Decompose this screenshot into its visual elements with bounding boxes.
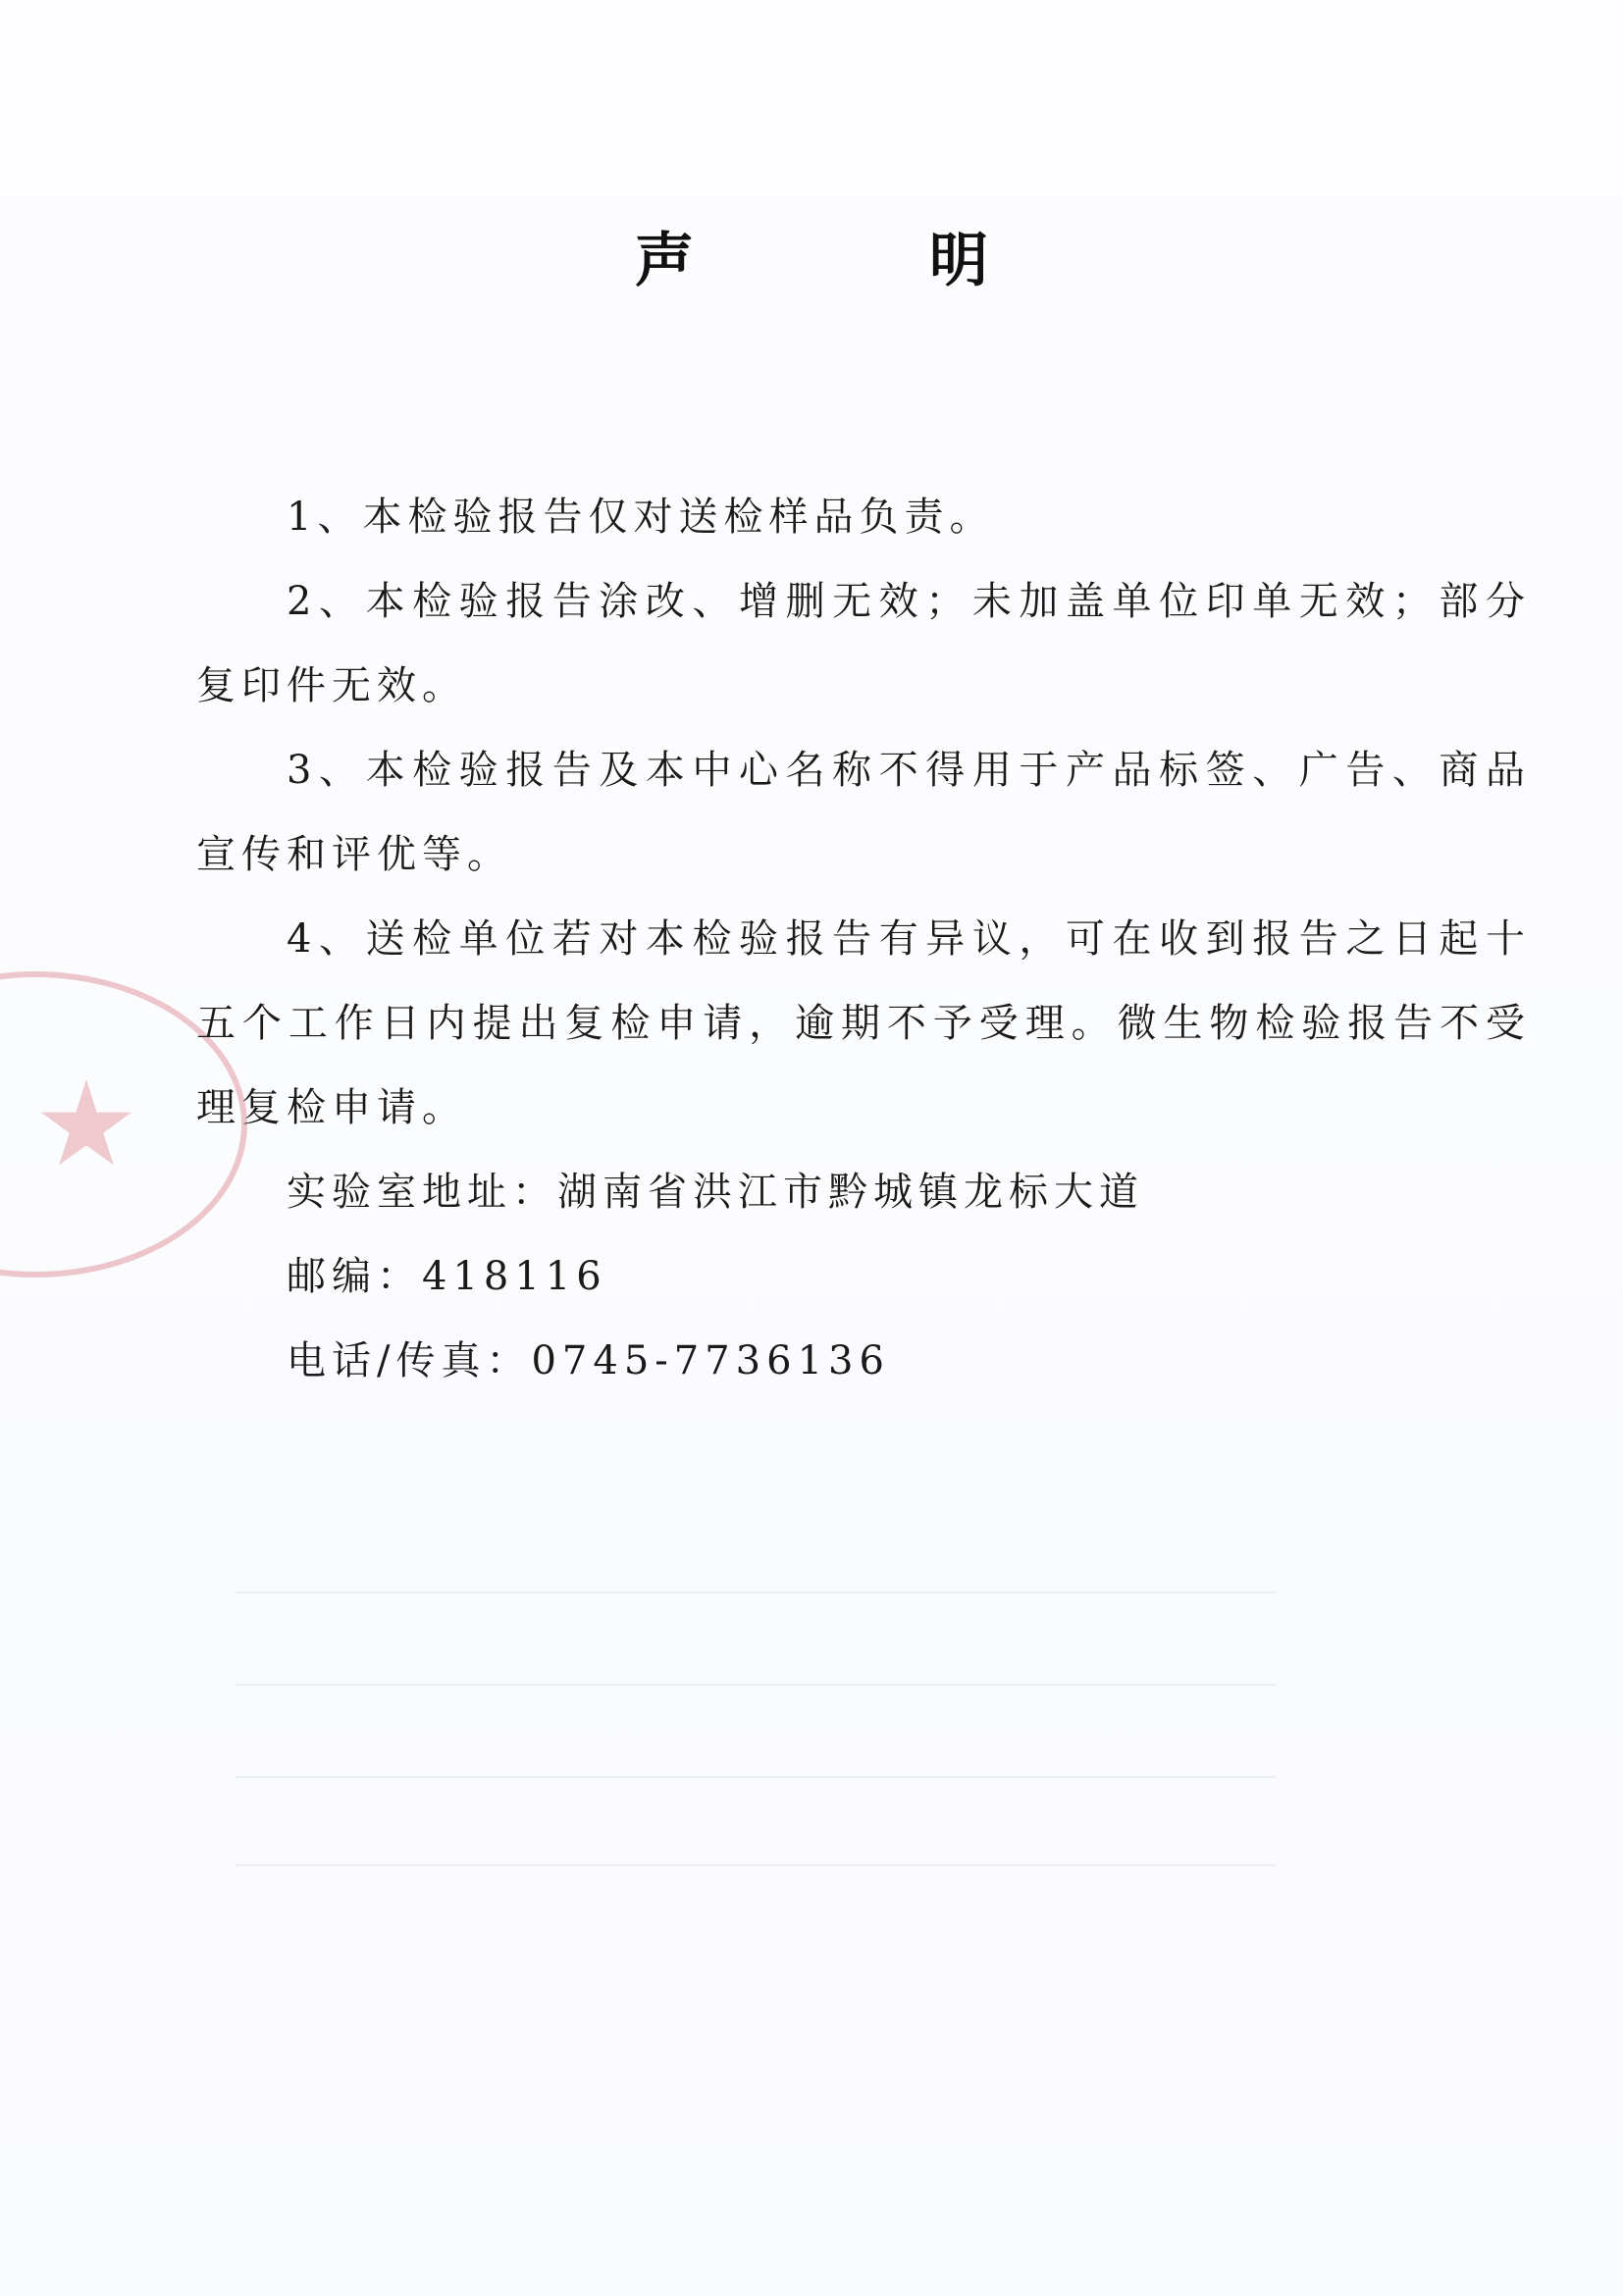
statement-item-4: 4、送检单位若对本检验报告有异议，可在收到报告之日起十五个工作日内提出复检申请，逾期不予受理。微生物检验报告不受理复检申请。 bbox=[196, 916, 1531, 1130]
bleed-through-line bbox=[236, 1864, 1276, 1866]
bleed-through-line bbox=[236, 1592, 1276, 1593]
phone-fax: 电话/传真：0745-7736136 bbox=[287, 1338, 890, 1383]
statement-item-2: 2、本检验报告涂改、增删无效；未加盖单位印单无效；部分复印件无效。 bbox=[196, 579, 1531, 708]
statement-item-1: 1、本检验报告仅对送检样品负责。 bbox=[287, 495, 995, 540]
statement-body bbox=[196, 475, 1531, 1403]
lab-address: 实验室地址：湖南省洪江市黔城镇龙标大道 bbox=[287, 1170, 1144, 1215]
statement-item-3: 3、本检验报告及本中心名称不得用于产品标签、广告、商品宣传和评优等。 bbox=[196, 748, 1531, 877]
page-title: 声 明 bbox=[635, 227, 1076, 295]
bleed-through-line bbox=[236, 1776, 1276, 1778]
bleed-through-line bbox=[236, 1684, 1276, 1686]
postcode: 邮编：418116 bbox=[287, 1254, 607, 1299]
